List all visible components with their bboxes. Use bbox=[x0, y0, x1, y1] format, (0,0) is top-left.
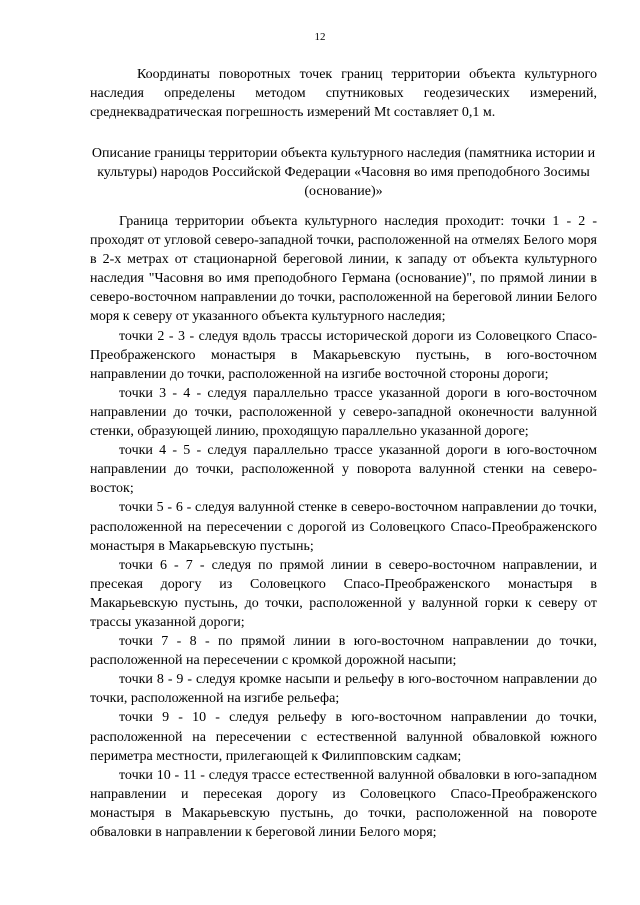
page-number: 12 bbox=[314, 31, 326, 43]
intro-paragraph: Координаты поворотных точек границ территории объекта культурного наследия определены методом спутниковых геодезических измерений, среднеквадратическая погрешность измерений Mt составляет 0,1 м. bbox=[90, 67, 597, 121]
paragraph: точки 2 - 3 - следуя вдоль трассы исторической дороги из Соловецкого Спасо-Преображенского монастыря в Макарьевскую пустынь, в юго-восточном направлении до точки, расположенной на изгибе восточной стороны дороги; bbox=[90, 328, 597, 382]
section-heading: Описание границы территории объекта культурного наследия (памятника истории и культуры) народов Российской Федерации «Часовня во имя преподобного Зосимы (основание)» bbox=[91, 146, 596, 200]
paragraph: точки 10 - 11 - следуя трассе естественной валунной обваловки в юго-западном направлении и пересекая дорогу из Соловецкого Спасо-Преображенского монастыря в Макарьевскую пустынь, до точки, расположенной на повороте обваловки в направлении к береговой линии Белого моря; bbox=[90, 767, 597, 840]
paragraph: точки 4 - 5 - следуя параллельно трассе указанной дороги в юго-восточном направлении до точки, расположенной у поворота валунной стенки на северо-восток; bbox=[90, 443, 597, 497]
paragraph: точки 3 - 4 - следуя параллельно трассе указанной дороги в юго-восточном направлении до точки, расположенной у северо-западной оконечности валунной стенки, образующей линию, проходящую параллельно указанной дороге; bbox=[90, 385, 597, 440]
paragraph: точки 9 - 10 - следуя рельефу в юго-восточном направлении до точки, расположенной на пересечении с естественной валунной обваловкой южного периметра местности, прилегающей к Филипповским садкам; bbox=[90, 710, 597, 764]
intro-section bbox=[90, 65, 597, 122]
paragraph: точки 6 - 7 - следуя по прямой линии в северо-восточном направлении, и пресекая дорогу из Соловецкого Спасо-Преображенского монастыря в Макарьевскую пустынь, до точки, расположенной у валунной горки к северу от трассы указанной дороги; bbox=[90, 557, 597, 630]
paragraph: точки 5 - 6 - следуя валунной стенке в северо-восточном направлении до точки, расположенной на пересечении с дорогой из Соловецкого Спасо-Преображенского монастыря в Макарьевскую пустынь; bbox=[90, 500, 597, 554]
paragraph: точки 8 - 9 - следуя кромке насыпи и рельефу в юго-восточном направлении до точки, расположенной на изгибе рельефа; bbox=[90, 672, 597, 707]
paragraph: Граница территории объекта культурного наследия проходит: точки 1 - 2 - проходят от угловой северо-западной точки, расположенной на отмелях Белого моря в 2-х метрах от стационарной береговой линии, к западу от объекта культурного наследия "Часовня во имя преподобного Германа (основание)", по прямой линии в северо-восточном направлении до точки, расположенной на береговой линии Белого моря к северу от указанного объекта культурного наследия; bbox=[90, 214, 597, 325]
boundary-description bbox=[90, 212, 597, 842]
paragraph: точки 7 - 8 - по прямой линии в юго-восточном направлении до точки, расположенной на пересечении с кромкой дорожной насыпи; bbox=[90, 634, 597, 669]
